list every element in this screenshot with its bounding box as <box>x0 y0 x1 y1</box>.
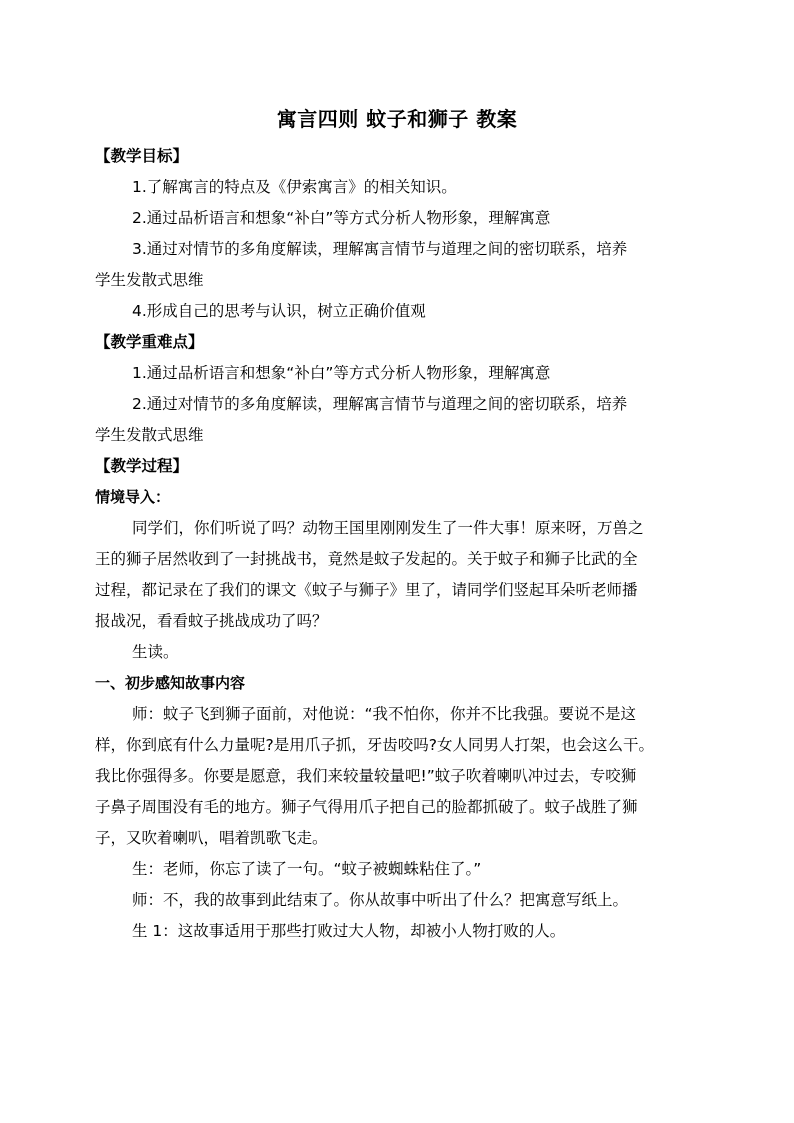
teacher-paragraph-line-3: 我比你强得多。你要是愿意，我们来较量较量吧!”蚊子吹着喇叭冲过去，专咬狮 <box>95 767 637 785</box>
intro-paragraph-line-3: 过程，都记录在了我们的课文《蚊子与狮子》里了，请同学们竖起耳朵听老师播 <box>95 581 638 599</box>
intro-heading: 情境导入： <box>95 488 171 506</box>
keypoint-2-line-2: 学生发散式思维 <box>95 426 204 444</box>
intro-paragraph-line-4: 报战况，看看蚊子挑战成功了吗？ <box>95 612 328 630</box>
student-read: 生读。 <box>132 643 179 661</box>
keypoint-1: 1.通过品析语言和想象“补白”等方式分析人物形象，理解寓意 <box>132 364 551 382</box>
teacher-paragraph-line-1: 师：蚊子飞到狮子面前，对他说：“我不怕你，你并不比我强。要说不是这 <box>132 705 637 723</box>
goal-3-line-2: 学生发散式思维 <box>95 271 204 289</box>
teacher-paragraph-line-5: 子，又吹着喇叭，唱着凯歌飞走。 <box>95 829 328 847</box>
page-title: 寓言四则 蚊子和狮子 教案 <box>276 107 518 131</box>
goal-3-line-1: 3.通过对情节的多角度解读，理解寓言情节与道理之间的密切联系，培养 <box>132 240 628 258</box>
teacher-paragraph-line-4: 子鼻子周围没有毛的地方。狮子气得用爪子把自己的脸都抓破了。蚊子战胜了狮 <box>95 798 638 816</box>
student-1-answer: 生 1：这故事适用于那些打败过大人物，却被小人物打败的人。 <box>132 922 566 940</box>
intro-paragraph-line-1: 同学们，你们听说了吗？动物王国里刚刚发生了一件大事！原来呀，万兽之 <box>132 519 644 537</box>
process-heading: 【教学过程】 <box>95 457 189 475</box>
teacher-reply: 师：不，我的故事到此结束了。你从故事中听出了什么？把寓意写纸上。 <box>132 891 629 909</box>
goals-heading: 【教学目标】 <box>95 147 189 165</box>
section-1-heading: 一、初步感知故事内容 <box>95 674 246 692</box>
goal-2: 2.通过品析语言和想象“补白”等方式分析人物形象，理解寓意 <box>132 209 551 227</box>
teacher-paragraph-line-2: 样，你到底有什么力量呢?是用爪子抓，牙齿咬吗?女人同男人打架，也会这么干。 <box>95 736 654 754</box>
keypoint-2-line-1: 2.通过对情节的多角度解读，理解寓言情节与道理之间的密切联系，培养 <box>132 395 628 413</box>
goal-1: 1.了解寓言的特点及《伊索寓言》的相关知识。 <box>132 178 457 196</box>
goal-4: 4.形成自己的思考与认识，树立正确价值观 <box>132 302 426 320</box>
student-remark: 生：老师，你忘了读了一句。“蚊子被蜘蛛粘住了。” <box>132 860 482 878</box>
keypoints-heading: 【教学重难点】 <box>95 333 204 351</box>
intro-paragraph-line-2: 王的狮子居然收到了一封挑战书，竟然是蚊子发起的。关于蚊子和狮子比武的全 <box>95 550 638 568</box>
